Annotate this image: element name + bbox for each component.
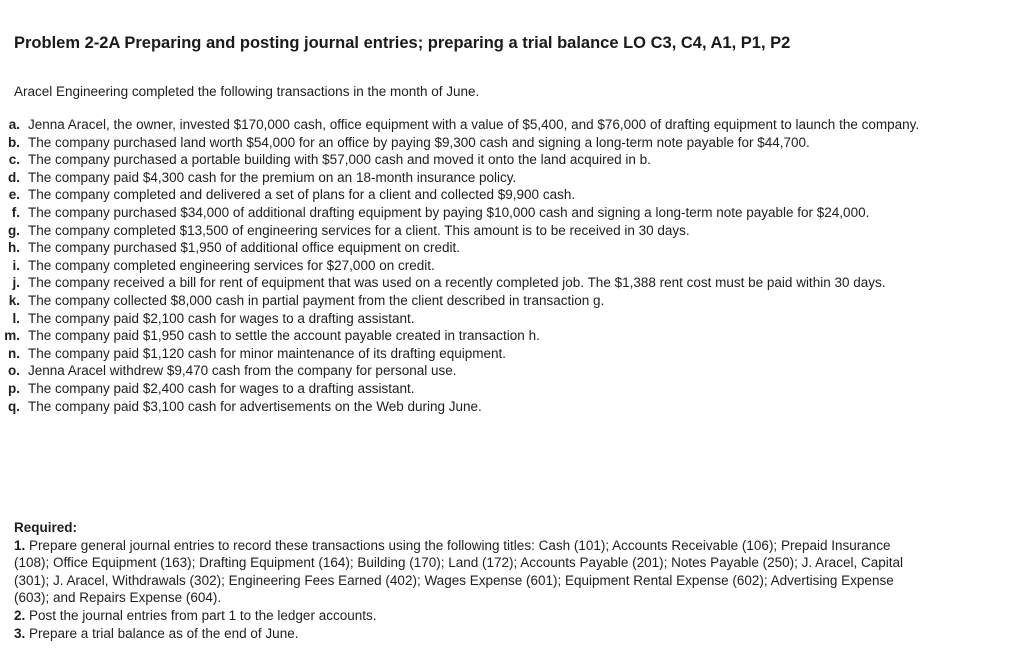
- transaction-item: [0, 327, 1000, 345]
- transaction-text: Jenna Aracel withdrew $9,470 cash from the company for personal use.: [28, 363, 457, 379]
- transaction-item: [0, 222, 1000, 240]
- transaction-item: [0, 362, 1000, 380]
- transaction-text: The company paid $3,100 cash for advertisements on the Web during June.: [28, 398, 482, 414]
- transaction-item: [0, 186, 1000, 204]
- transaction-letter: q.: [8, 398, 20, 414]
- transaction-letter: b.: [8, 134, 20, 150]
- transaction-letter: j.: [12, 275, 20, 291]
- transaction-text: The company paid $2,400 cash for wages to a drafting assistant.: [28, 380, 415, 396]
- transaction-item: [0, 398, 1000, 416]
- transaction-item: [0, 274, 1000, 292]
- transaction-list: [0, 116, 1000, 415]
- transaction-text: The company paid $4,300 cash for the premium on an 18-month insurance policy.: [28, 169, 517, 185]
- transaction-text: The company purchased $1,950 of additional office equipment on credit.: [28, 240, 461, 256]
- transaction-text: Jenna Aracel, the owner, invested $170,000 cash, office equipment with a value of $5,400, and $76,000 of drafting equipment to launch the company.: [28, 117, 920, 132]
- transaction-letter: c.: [8, 152, 20, 168]
- required-heading: Required:: [14, 520, 78, 535]
- required-section: [14, 519, 904, 642]
- transaction-text: The company completed and delivered a set of plans for a client and collected $9,900 cash.: [28, 187, 576, 203]
- required-text: Prepare a trial balance as of the end of June.: [29, 625, 299, 641]
- required-item: [14, 607, 904, 625]
- required-text: Prepare general journal entries to record these transactions using the following titles: Cash (101); Accounts Receivable (106); Prepaid Insurance (108); Office Equipment (163); Drafting Equipment (164); Building (170); Land (172); Accounts Payable (201); Notes Payable (250); J. Aracel, Capital (301); J. Aracel, Withdrawals (302); Engineering Fees Earned (402); Wages Expense (601); Equipment Rental Expense (602); Advertising Expense (603); and Repairs Expense (604).: [14, 537, 903, 606]
- transaction-letter: m.: [4, 328, 20, 344]
- transaction-item: [0, 151, 1000, 169]
- required-number: 2.: [14, 607, 26, 623]
- transaction-letter: h.: [8, 240, 20, 256]
- transaction-item: [0, 134, 1000, 152]
- transaction-item: [0, 204, 1000, 222]
- transaction-item: [0, 292, 1000, 310]
- transaction-letter: a.: [8, 117, 20, 132]
- transaction-letter: i.: [12, 257, 20, 273]
- transaction-text: The company purchased a portable building with $57,000 cash and moved it onto the land acquired in b.: [28, 152, 651, 168]
- transaction-item: [0, 257, 1000, 275]
- transaction-item: [0, 239, 1000, 257]
- transaction-item: [0, 380, 1000, 398]
- page-title: Problem 2-2A Preparing and posting journal entries; preparing a trial balance LO C3, C4, A1, P1, P2: [14, 34, 791, 52]
- required-number: 1.: [14, 537, 26, 553]
- required-item: [14, 537, 904, 607]
- transaction-letter: p.: [8, 380, 20, 396]
- transaction-text: The company paid $1,120 cash for minor maintenance of its drafting equipment.: [28, 345, 507, 361]
- transaction-letter: d.: [8, 169, 20, 185]
- required-number: 3.: [14, 625, 26, 641]
- transaction-letter: n.: [8, 345, 20, 361]
- transaction-text: The company collected $8,000 cash in partial payment from the client described in transaction g.: [28, 292, 605, 308]
- transaction-text: The company purchased land worth $54,000 for an office by paying $9,300 cash and signing a long-term note payable for $44,700.: [28, 134, 810, 150]
- transaction-letter: l.: [12, 310, 20, 326]
- transaction-text: The company received a bill for rent of equipment that was used on a recently completed job. The $1,388 rent cost must be paid within 30 days.: [28, 275, 886, 291]
- transaction-letter: e.: [8, 187, 20, 203]
- transaction-letter: o.: [8, 363, 20, 379]
- required-item: [14, 625, 904, 643]
- transaction-item: [0, 169, 1000, 187]
- intro-text: Aracel Engineering completed the following transactions in the month of June.: [14, 84, 480, 99]
- transaction-letter: g.: [8, 222, 20, 238]
- transaction-item: [0, 116, 1000, 134]
- transaction-letter: k.: [8, 292, 20, 308]
- transaction-letter: f.: [11, 204, 20, 220]
- transaction-text: The company purchased $34,000 of additional drafting equipment by paying $10,000 cash and signing a long-term note payable for $24,000.: [28, 204, 870, 220]
- transaction-text: The company completed $13,500 of engineering services for a client. This amount is to be received in 30 days.: [28, 222, 690, 238]
- transaction-item: [0, 345, 1000, 363]
- transaction-text: The company completed engineering services for $27,000 on credit.: [28, 257, 435, 273]
- transaction-text: The company paid $1,950 cash to settle the account payable created in transaction h.: [28, 328, 540, 344]
- required-list: [14, 537, 904, 643]
- transaction-text: The company paid $2,100 cash for wages to a drafting assistant.: [28, 310, 415, 326]
- required-text: Post the journal entries from part 1 to the ledger accounts.: [29, 607, 377, 623]
- transaction-item: [0, 310, 1000, 328]
